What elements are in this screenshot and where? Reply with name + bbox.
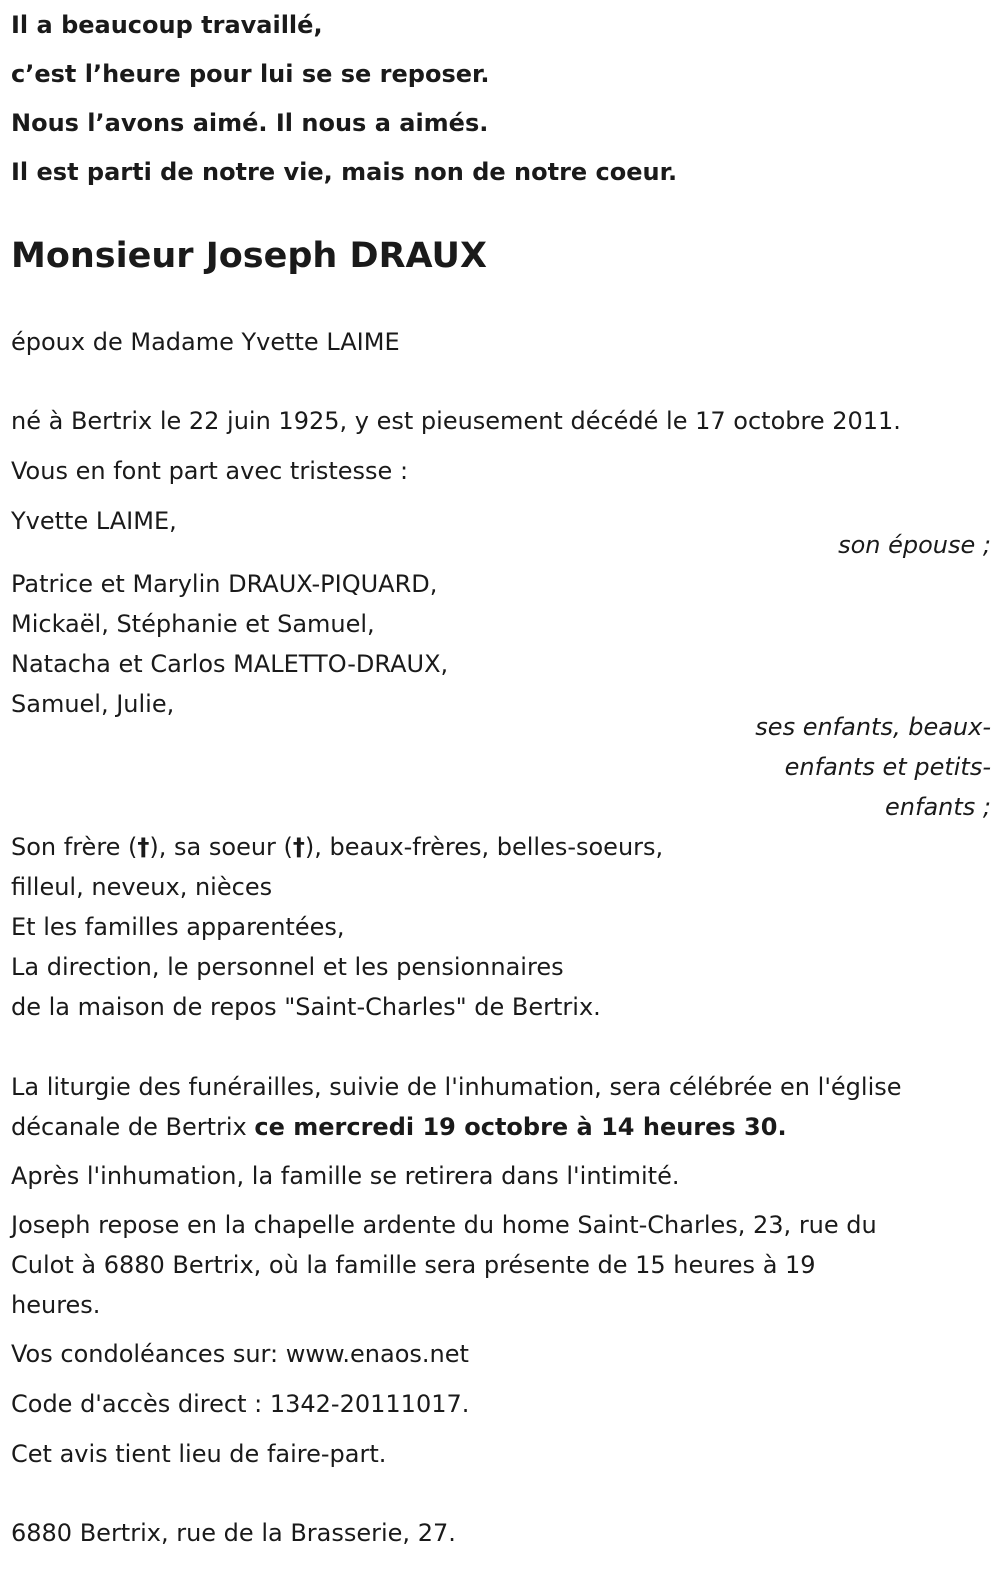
address-line: 6880 Bertrix, rue de la Brasserie, 27. bbox=[11, 1519, 456, 1547]
children-role-line: enfants ; bbox=[885, 793, 991, 821]
liturgy-line bbox=[11, 1107, 991, 1147]
children-list bbox=[11, 564, 991, 724]
child-line: Natacha et Carlos MALETTO-DRAUX, bbox=[11, 650, 449, 678]
other-relatives bbox=[11, 827, 991, 1027]
repose-line: Joseph repose en la chapelle ardente du home Saint-Charles, 23, rue du bbox=[11, 1211, 877, 1239]
relatives-line: filleul, neveux, nièces bbox=[11, 873, 273, 901]
relatives-line: La direction, le personnel et les pensionnaires bbox=[11, 953, 564, 981]
notice-line: Cet avis tient lieu de faire-part. bbox=[11, 1440, 387, 1468]
children-role-line: enfants et petits- bbox=[784, 753, 991, 781]
birth-death-line: né à Bertrix le 22 juin 1925, y est pieusement décédé le 17 octobre 2011. bbox=[11, 407, 901, 435]
child-line: Mickaël, Stéphanie et Samuel, bbox=[11, 610, 375, 638]
spouse-line: époux de Madame Yvette LAIME bbox=[11, 328, 400, 356]
poem-line: c’est l’heure pour lui se se reposer. bbox=[11, 60, 490, 88]
spouse-name: Yvette LAIME, bbox=[11, 507, 177, 535]
siblings-text: ), beaux-frères, belles-soeurs, bbox=[304, 833, 664, 861]
poem-line: Il est parti de notre vie, mais non de notre coeur. bbox=[11, 158, 678, 186]
deceased-name: Monsieur Joseph DRAUX bbox=[11, 236, 487, 276]
poem bbox=[11, 1, 991, 197]
siblings-text: Son frère ( bbox=[11, 833, 138, 861]
siblings-text: ), sa soeur ( bbox=[149, 833, 293, 861]
siblings-line bbox=[11, 827, 991, 867]
children-role bbox=[11, 707, 991, 827]
obituary-notice bbox=[11, 0, 991, 1547]
relatives-line: de la maison de repos "Saint-Charles" de Bertrix. bbox=[11, 993, 601, 1021]
access-code-line: Code d'accès direct : 1342-20111017. bbox=[11, 1390, 470, 1418]
repose-line: Culot à 6880 Bertrix, où la famille sera présente de 15 heures à 19 bbox=[11, 1251, 816, 1279]
repose-paragraph bbox=[11, 1205, 991, 1325]
poem-line: Il a beaucoup travaillé, bbox=[11, 11, 323, 39]
spouse-role: son épouse ; bbox=[838, 531, 991, 559]
children-role-line: ses enfants, beaux- bbox=[755, 713, 991, 741]
child-line: Patrice et Marylin DRAUX-PIQUARD, bbox=[11, 570, 438, 598]
liturgy-paragraph bbox=[11, 1067, 991, 1147]
relatives-line: Et les familles apparentées, bbox=[11, 913, 345, 941]
liturgy-line: La liturgie des funérailles, suivie de l'inhumation, sera célébrée en l'église bbox=[11, 1073, 902, 1101]
cross-icon: † bbox=[292, 833, 305, 861]
condolences-line: Vos condoléances sur: www.enaos.net bbox=[11, 1340, 469, 1368]
intro-line: Vous en font part avec tristesse : bbox=[11, 457, 409, 485]
repose-line: heures. bbox=[11, 1291, 101, 1319]
cross-icon: † bbox=[137, 833, 150, 861]
poem-line: Nous l’avons aimé. Il nous a aimés. bbox=[11, 109, 489, 137]
liturgy-text: décanale de Bertrix bbox=[11, 1113, 255, 1141]
after-burial-line: Après l'inhumation, la famille se retirera dans l'intimité. bbox=[11, 1162, 680, 1190]
child-line: Samuel, Julie, bbox=[11, 690, 175, 718]
liturgy-date: ce mercredi 19 octobre à 14 heures 30. bbox=[254, 1113, 787, 1141]
